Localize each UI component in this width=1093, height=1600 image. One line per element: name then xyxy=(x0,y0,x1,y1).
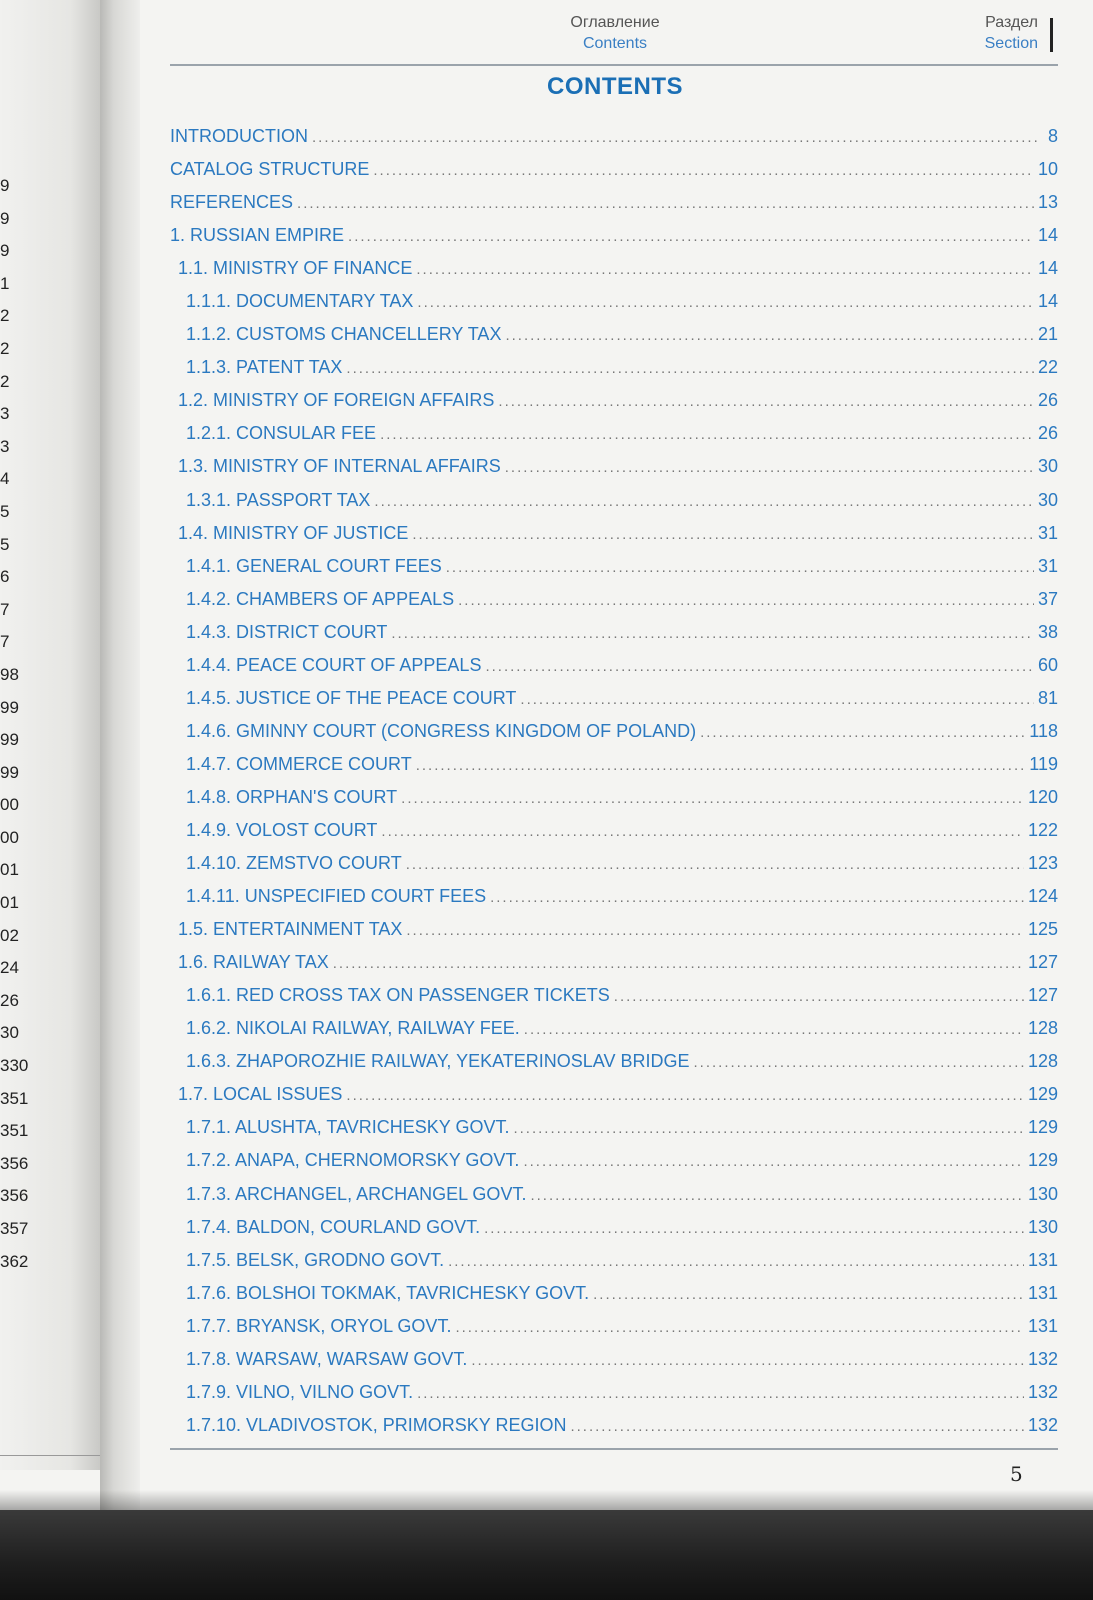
toc-entry-label: 1.7.1. ALUSHTA, TAVRICHESKY GOVT. xyxy=(186,1117,510,1138)
toc-entry-label: 1.4. MINISTRY OF JUSTICE xyxy=(178,522,409,543)
toc-leader-dots xyxy=(513,1112,1024,1145)
toc-entry[interactable] xyxy=(170,649,1058,682)
toc-entry-page: 60 xyxy=(1037,654,1058,675)
toc-entry-page: 26 xyxy=(1037,423,1058,444)
toc-leader-dots xyxy=(346,352,1034,385)
toc-leader-dots xyxy=(412,518,1034,551)
toc-entry-label: INTRODUCTION xyxy=(170,126,308,146)
previous-page-number: 330 xyxy=(0,1056,29,1076)
toc-entry-label: 1.4.2. CHAMBERS OF APPEALS xyxy=(186,588,455,609)
toc-entry-page: 128 xyxy=(1027,1018,1058,1039)
previous-page-number: 9 xyxy=(0,208,10,228)
previous-page-number: 24 xyxy=(0,958,19,978)
toc-entry[interactable] xyxy=(170,583,1058,616)
toc-leader-dots xyxy=(446,551,1034,584)
toc-entry-label: 1.7.6. BOLSHOI TOKMAK, TAVRICHESKY GOVT. xyxy=(186,1282,590,1303)
toc-entry-label: 1.7.3. ARCHANGEL, ARCHANGEL GOVT. xyxy=(186,1183,527,1204)
toc-leader-dots xyxy=(455,1311,1024,1344)
toc-entry-label: 1. RUSSIAN EMPIRE xyxy=(170,225,345,246)
toc-entry[interactable] xyxy=(170,1144,1058,1177)
toc-entry-label: 1.7.5. BELSK, GRODNO GOVT. xyxy=(186,1249,445,1270)
toc-entry-page: 120 xyxy=(1027,786,1058,807)
previous-page-number: 26 xyxy=(0,990,19,1010)
toc-entry-label: 1.6.2. NIKOLAI RAILWAY, RAILWAY FEE. xyxy=(186,1018,520,1039)
toc-entry-page: 22 xyxy=(1037,357,1058,378)
toc-entry[interactable] xyxy=(170,1343,1058,1376)
toc-entry[interactable] xyxy=(170,1078,1058,1111)
header-contents xyxy=(520,12,710,54)
header-contents-en: Contents xyxy=(582,35,648,52)
toc-leader-dots xyxy=(406,848,1024,881)
toc-entry-page: 10 xyxy=(1037,159,1058,180)
previous-page-number: 3 xyxy=(0,436,10,456)
previous-page-number: 2 xyxy=(0,371,10,391)
toc-leader-dots xyxy=(530,1179,1024,1212)
toc-entry-page: 30 xyxy=(1037,489,1058,510)
toc-entry-label: 1.6.1. RED CROSS TAX ON PASSENGER TICKETS xyxy=(186,985,610,1006)
previous-page-number: 4 xyxy=(0,469,10,489)
toc-entry-page: 132 xyxy=(1027,1381,1058,1402)
toc-entry-page: 38 xyxy=(1037,621,1058,642)
toc-entry[interactable] xyxy=(170,252,1058,285)
toc-entry-page: 128 xyxy=(1027,1051,1058,1072)
toc-leader-dots xyxy=(297,187,1034,220)
toc-entry[interactable] xyxy=(170,384,1058,417)
toc-entry[interactable] xyxy=(170,1244,1058,1277)
toc-entry-page: 13 xyxy=(1037,192,1058,213)
toc-leader-dots xyxy=(471,1344,1024,1377)
toc-entry-label: 1.4.11. UNSPECIFIED COURT FEES xyxy=(186,886,487,907)
previous-page-number: 30 xyxy=(0,1023,19,1043)
toc-entry-label: 1.4.1. GENERAL COURT FEES xyxy=(186,555,442,576)
toc-entry[interactable] xyxy=(170,153,1058,186)
previous-page-number: 9 xyxy=(0,241,10,261)
previous-page-number: 5 xyxy=(0,501,10,521)
toc-entry-page: 124 xyxy=(1027,886,1058,907)
previous-page-number: 351 xyxy=(0,1088,29,1108)
previous-page-edge xyxy=(0,0,100,1470)
toc-entry-label: 1.4.5. JUSTICE OF THE PEACE COURT xyxy=(186,687,517,708)
previous-page-number: 99 xyxy=(0,697,19,717)
section-marker-bar xyxy=(1050,18,1053,52)
previous-page-number: 9 xyxy=(0,176,10,195)
scanner-background xyxy=(0,1510,1093,1600)
toc-entry[interactable] xyxy=(170,285,1058,318)
toc-entry-page: 129 xyxy=(1027,1084,1058,1105)
toc-entry-label: 1.6. RAILWAY TAX xyxy=(178,952,329,973)
toc-leader-dots xyxy=(406,914,1024,947)
toc-leader-dots xyxy=(381,815,1024,848)
toc-leader-dots xyxy=(485,650,1034,683)
toc-entry[interactable] xyxy=(170,1178,1058,1211)
toc-entry[interactable] xyxy=(170,814,1058,847)
previous-page-number: 7 xyxy=(0,599,10,619)
toc-leader-dots xyxy=(373,154,1034,187)
previous-page-number: 2 xyxy=(0,306,10,326)
toc-entry-page: 122 xyxy=(1027,819,1058,840)
toc-entry-page: 119 xyxy=(1029,753,1058,774)
toc-entry-page: 30 xyxy=(1037,456,1058,477)
toc-entry-page: 21 xyxy=(1037,324,1058,345)
previous-page-number: 02 xyxy=(0,925,19,945)
toc-entry-label: 1.4.7. COMMERCE COURT xyxy=(186,753,412,774)
page-shadow xyxy=(0,1490,1093,1512)
toc-entry-page: 131 xyxy=(1027,1282,1058,1303)
toc-entry[interactable] xyxy=(170,318,1058,351)
previous-page-rule xyxy=(0,1455,100,1456)
toc-leader-dots xyxy=(524,1013,1024,1046)
toc-leader-dots xyxy=(520,683,1034,716)
toc-entry-label: 1.7.8. WARSAW, WARSAW GOVT. xyxy=(186,1348,468,1369)
toc-entry[interactable] xyxy=(170,1012,1058,1045)
previous-page-number: 351 xyxy=(0,1121,29,1141)
toc-entry-page: 37 xyxy=(1037,588,1058,609)
toc-entry[interactable] xyxy=(170,219,1058,252)
toc-leader-dots xyxy=(498,385,1034,418)
toc-entry-label: CATALOG STRUCTURE xyxy=(170,159,370,180)
book-gutter xyxy=(100,0,140,1510)
toc-entry-label: 1.7.2. ANAPA, CHERNOMORSKY GOVT. xyxy=(186,1150,520,1171)
toc-entry-page: 14 xyxy=(1037,258,1058,279)
toc-entry[interactable] xyxy=(170,1277,1058,1310)
toc-entry-page: 131 xyxy=(1027,1315,1058,1336)
toc-leader-dots xyxy=(593,1278,1024,1311)
header-rule xyxy=(170,64,1058,66)
page-title: CONTENTS xyxy=(547,73,683,100)
previous-page-number: 00 xyxy=(0,827,19,847)
previous-page-number: 3 xyxy=(0,404,10,424)
toc-leader-dots xyxy=(570,1410,1023,1443)
toc-entry-label: 1.1.3. PATENT TAX xyxy=(186,357,343,378)
toc-leader-dots xyxy=(505,319,1034,352)
footer-rule xyxy=(170,1448,1058,1450)
toc-leader-dots xyxy=(417,286,1034,319)
page-number: 5 xyxy=(1010,1462,1023,1486)
previous-page-numbers xyxy=(0,170,40,1278)
toc-leader-dots xyxy=(333,947,1024,980)
toc-leader-dots xyxy=(614,980,1024,1013)
toc-entry-page: 123 xyxy=(1027,853,1058,874)
toc-entry[interactable] xyxy=(170,517,1058,550)
toc-entry[interactable] xyxy=(170,682,1058,715)
previous-page-number: 356 xyxy=(0,1153,29,1173)
toc-entry-page: 81 xyxy=(1037,687,1058,708)
previous-page-number: 362 xyxy=(0,1251,29,1271)
table-of-contents xyxy=(170,120,1058,1442)
toc-entry[interactable] xyxy=(170,748,1058,781)
previous-page-number: 99 xyxy=(0,730,19,750)
toc-entry-label: 1.4.6. GMINNY COURT (CONGRESS KINGDOM OF POLAND) xyxy=(186,720,697,741)
header-section-ru: Раздел xyxy=(985,14,1038,31)
toc-entry-page: 130 xyxy=(1027,1216,1058,1237)
previous-page-number: 6 xyxy=(0,567,10,587)
toc-leader-dots xyxy=(693,1046,1023,1079)
toc-entry-label: 1.2. MINISTRY OF FOREIGN AFFAIRS xyxy=(178,390,495,411)
toc-entry[interactable] xyxy=(170,847,1058,880)
toc-entry-page: 131 xyxy=(1027,1249,1058,1270)
toc-leader-dots xyxy=(416,749,1026,782)
toc-entry-label: 1.6.3. ZHAPOROZHIE RAILWAY, YEKATERINOSLAV BRIDGE xyxy=(186,1051,690,1072)
toc-entry[interactable] xyxy=(170,616,1058,649)
toc-leader-dots xyxy=(484,1212,1024,1245)
previous-page-number: 01 xyxy=(0,893,19,913)
toc-entry-label: 1.4.3. DISTRICT COURT xyxy=(186,621,388,642)
toc-entry[interactable] xyxy=(170,1111,1058,1144)
header-section xyxy=(985,12,1038,54)
toc-entry[interactable] xyxy=(170,351,1058,384)
previous-page-number: 00 xyxy=(0,795,19,815)
toc-entry-page: 130 xyxy=(1027,1183,1058,1204)
toc-entry-label: 1.7.7. BRYANSK, ORYOL GOVT. xyxy=(186,1315,452,1336)
toc-entry[interactable] xyxy=(170,1409,1058,1442)
toc-entry[interactable] xyxy=(170,979,1058,1012)
toc-leader-dots xyxy=(490,881,1024,914)
previous-page-number: 01 xyxy=(0,860,19,880)
toc-entry-label: REFERENCES xyxy=(170,192,294,213)
toc-entry-label: 1.3. MINISTRY OF INTERNAL AFFAIRS xyxy=(178,456,501,477)
toc-entry-label: 1.7.10. VLADIVOSTOK, PRIMORSKY REGION xyxy=(186,1414,567,1435)
previous-page-number: 99 xyxy=(0,762,19,782)
toc-leader-dots xyxy=(401,782,1024,815)
header-section-en: Section xyxy=(984,35,1038,52)
toc-entry-label: 1.2.1. CONSULAR FEE xyxy=(186,423,377,444)
toc-entry-label: 1.5. ENTERTAINMENT TAX xyxy=(178,919,403,940)
toc-entry[interactable] xyxy=(170,120,1058,153)
toc-entry-page: 127 xyxy=(1027,952,1058,973)
toc-entry-label: 1.1.1. DOCUMENTARY TAX xyxy=(186,291,414,312)
toc-entry-label: 1.4.4. PEACE COURT OF APPEALS xyxy=(186,654,482,675)
previous-page-number: 5 xyxy=(0,534,10,554)
toc-leader-dots xyxy=(458,584,1034,617)
toc-entry-label: 1.3.1. PASSPORT TAX xyxy=(186,489,371,510)
toc-leader-dots xyxy=(700,716,1025,749)
previous-page-number: 2 xyxy=(0,338,10,358)
header-contents-ru: Оглавление xyxy=(570,14,660,31)
previous-page-number: 7 xyxy=(0,632,10,652)
previous-page-number: 357 xyxy=(0,1219,29,1238)
toc-entry[interactable] xyxy=(170,1310,1058,1343)
toc-entry[interactable] xyxy=(170,450,1058,483)
toc-leader-dots xyxy=(374,485,1034,518)
toc-entry-page: 132 xyxy=(1027,1414,1058,1435)
toc-leader-dots xyxy=(505,451,1034,484)
toc-entry-page: 26 xyxy=(1037,390,1058,411)
toc-entry-page: 14 xyxy=(1037,225,1058,246)
toc-entry[interactable] xyxy=(170,1211,1058,1244)
toc-entry-label: 1.1.2. CUSTOMS CHANCELLERY TAX xyxy=(186,324,502,345)
toc-entry-page: 31 xyxy=(1037,555,1058,576)
toc-entry[interactable] xyxy=(170,781,1058,814)
previous-page-number: 356 xyxy=(0,1186,29,1206)
toc-entry-label: 1.7. LOCAL ISSUES xyxy=(178,1084,343,1105)
toc-entry-label: 1.1. MINISTRY OF FINANCE xyxy=(178,258,413,279)
toc-entry-label: 1.4.9. VOLOST COURT xyxy=(186,819,378,840)
toc-entry-page: 132 xyxy=(1027,1348,1058,1369)
toc-entry[interactable] xyxy=(170,946,1058,979)
toc-entry[interactable] xyxy=(170,880,1058,913)
previous-page-number: 98 xyxy=(0,664,19,684)
toc-entry-label: 1.4.10. ZEMSTVO COURT xyxy=(186,853,402,874)
toc-entry[interactable] xyxy=(170,715,1058,748)
toc-entry[interactable] xyxy=(170,1376,1058,1409)
toc-entry[interactable] xyxy=(170,484,1058,517)
toc-entry[interactable] xyxy=(170,550,1058,583)
toc-leader-dots xyxy=(417,1377,1024,1410)
toc-entry-page: 125 xyxy=(1027,919,1058,940)
toc-entry-label: 1.4.8. ORPHAN'S COURT xyxy=(186,786,398,807)
toc-leader-dots xyxy=(348,220,1034,253)
toc-entry-page: 127 xyxy=(1027,985,1058,1006)
toc-leader-dots xyxy=(523,1145,1024,1178)
toc-leader-dots xyxy=(416,253,1034,286)
toc-leader-dots xyxy=(380,418,1034,451)
toc-leader-dots xyxy=(346,1079,1024,1112)
toc-entry-page: 8 xyxy=(1047,126,1058,146)
toc-leader-dots xyxy=(312,121,1040,154)
toc-entry-page: 129 xyxy=(1027,1117,1058,1138)
toc-leader-dots xyxy=(391,617,1034,650)
toc-leader-dots xyxy=(448,1245,1024,1278)
toc-entry[interactable] xyxy=(170,1045,1058,1078)
toc-entry[interactable] xyxy=(170,913,1058,946)
toc-entry-page: 129 xyxy=(1027,1150,1058,1171)
toc-entry[interactable] xyxy=(170,417,1058,450)
previous-page-number: 1 xyxy=(0,273,10,293)
toc-entry[interactable] xyxy=(170,186,1058,219)
toc-entry-page: 31 xyxy=(1037,522,1058,543)
toc-entry-page: 118 xyxy=(1029,720,1058,741)
toc-entry-label: 1.7.9. VILNO, VILNO GOVT. xyxy=(186,1381,414,1402)
toc-entry-label: 1.7.4. BALDON, COURLAND GOVT. xyxy=(186,1216,481,1237)
toc-entry-page: 14 xyxy=(1037,291,1058,312)
